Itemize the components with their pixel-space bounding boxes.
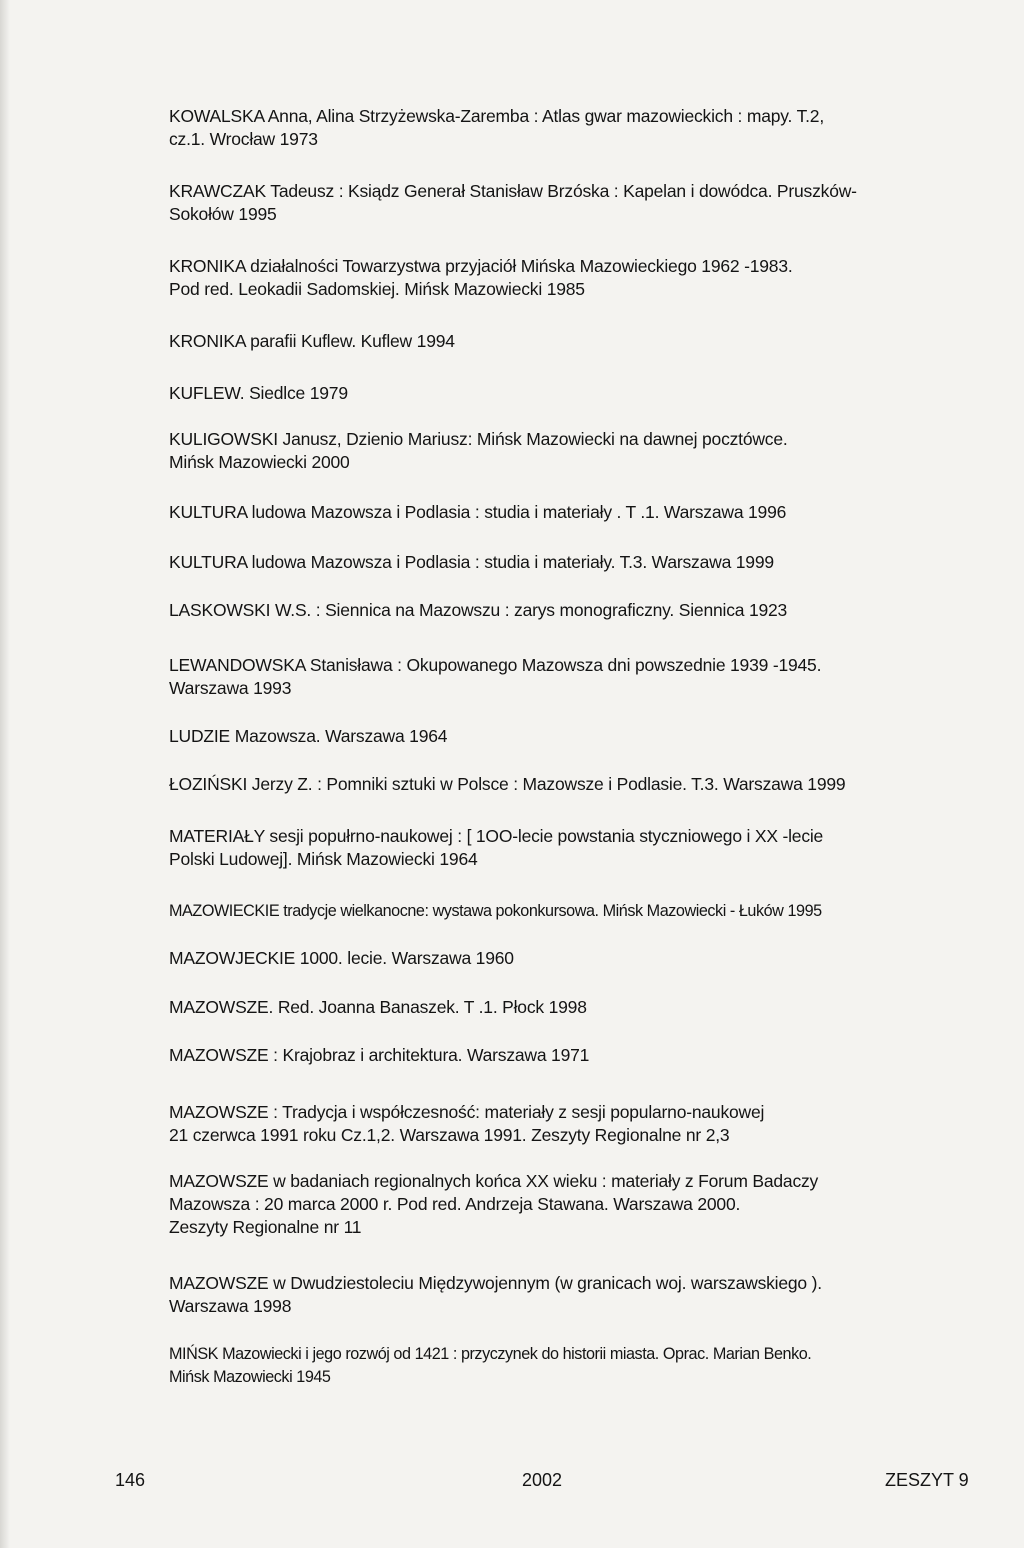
- entry-line: MAZOWSZE : Krajobraz i architektura. Warszawa 1971: [169, 1045, 590, 1065]
- entry-line: Pod red. Leokadii Sadomskiej. Mińsk Mazowiecki 1985: [169, 279, 585, 299]
- bibliography-entry: [169, 382, 989, 405]
- entry-line: LEWANDOWSKA Stanisława : Okupowanego Mazowsza dni powszednie 1939 -1945.: [169, 655, 822, 675]
- entry-line: Mińsk Mazowiecki 1945: [169, 1368, 331, 1386]
- entry-line: LASKOWSKI W.S. : Siennica na Mazowszu : zarys monograficzny. Siennica 1923: [169, 600, 788, 620]
- bibliography-entry: [169, 947, 989, 970]
- entry-line: cz.1. Wrocław 1973: [169, 129, 318, 149]
- bibliography-entry: [169, 825, 989, 871]
- entry-line: Mińsk Mazowiecki 2000: [169, 452, 350, 472]
- entry-line: MATERIAŁY sesji popułrno-naukowej : [ 1OO-lecie powstania styczniowego i XX -lecie: [169, 826, 824, 846]
- entry-line: MAZOWSZE w badaniach regionalnych końca XX wieku : materiały z Forum Badaczy: [169, 1171, 819, 1191]
- bibliography-entry: [169, 773, 989, 796]
- entry-line: MAZOWIECKIE tradycje wielkanocne: wystawa pokonkursowa. Mińsk Mazowiecki - Łuków 1995: [169, 902, 822, 920]
- bibliography-entry: [169, 1272, 989, 1318]
- entry-line: KRAWCZAK Tadeusz : Ksiądz Generał Stanisław Brzóska : Kapelan i dowódca. Pruszków-: [169, 181, 857, 201]
- entry-line: MAZOWSZE w Dwudziestoleciu Międzywojennym (w granicach woj. warszawskiego ).: [169, 1273, 822, 1293]
- bibliography-entry: [169, 996, 989, 1019]
- entry-line: Warszawa 1993: [169, 678, 292, 698]
- entry-line: KOWALSKA Anna, Alina Strzyżewska-Zaremba : Atlas gwar mazowieckich : mapy. T.2,: [169, 106, 824, 126]
- bibliography-entry: [169, 1101, 989, 1147]
- entry-line: MAZOWSZE. Red. Joanna Banaszek. T .1. Płock 1998: [169, 997, 587, 1017]
- entry-line: 21 czerwca 1991 roku Cz.1,2. Warszawa 1991. Zeszyty Regionalne nr 2,3: [169, 1125, 730, 1145]
- bibliography-entry: [169, 599, 989, 622]
- entry-line: Zeszyty Regionalne nr 11: [169, 1217, 362, 1237]
- bibliography-entry: [169, 330, 989, 353]
- entry-line: MAZOWJECKIE 1000. lecie. Warszawa 1960: [169, 948, 514, 968]
- entry-line: Polski Ludowej]. Mińsk Mazowiecki 1964: [169, 849, 478, 869]
- bibliography-entry: [169, 725, 989, 748]
- entry-line: KRONIKA działalności Towarzystwa przyjaciół Mińska Mazowieckiego 1962 -1983.: [169, 256, 793, 276]
- entry-line: KULTURA ludowa Mazowsza i Podlasia : studia i materiały. T.3. Warszawa 1999: [169, 552, 774, 572]
- entry-line: KULIGOWSKI Janusz, Dzienio Mariusz: Mińsk Mazowiecki na dawnej pocztówce.: [169, 429, 788, 449]
- bibliography-entry: [169, 501, 989, 524]
- bibliography-entry: [169, 1044, 989, 1067]
- entry-line: Warszawa 1998: [169, 1296, 292, 1316]
- bibliography-entry: [169, 105, 989, 151]
- entry-line: Mazowsza : 20 marca 2000 r. Pod red. Andrzeja Stawana. Warszawa 2000.: [169, 1194, 741, 1214]
- entry-line: KRONIKA parafii Kuflew. Kuflew 1994: [169, 331, 455, 351]
- bibliography-entry: [169, 1343, 989, 1389]
- footer-year: 2002: [522, 1470, 563, 1490]
- entry-line: KULTURA ludowa Mazowsza i Podlasia : studia i materiały . T .1. Warszawa 1996: [169, 502, 787, 522]
- entry-line: MAZOWSZE : Tradycja i współczesność: materiały z sesji popularno-naukowej: [169, 1102, 765, 1122]
- entry-line: ŁOZIŃSKI Jerzy Z. : Pomniki sztuki w Polsce : Mazowsze i Podlasie. T.3. Warszawa 1999: [169, 774, 846, 794]
- bibliography-entry: [169, 180, 989, 226]
- bibliography-entry: [169, 255, 989, 301]
- bibliography-entry: [169, 900, 989, 923]
- bibliography-entry: [169, 654, 989, 700]
- bibliography-entry: [169, 1170, 989, 1239]
- issue-label: ZESZYT 9: [885, 1470, 969, 1490]
- bibliography-entry: [169, 428, 989, 474]
- entry-line: Sokołów 1995: [169, 204, 277, 224]
- bibliography-entry: [169, 551, 989, 574]
- entry-line: KUFLEW. Siedlce 1979: [169, 383, 348, 403]
- page-number: 146: [115, 1470, 146, 1490]
- entry-line: LUDZIE Mazowsza. Warszawa 1964: [169, 726, 448, 746]
- entry-line: MIŃSK Mazowiecki i jego rozwój od 1421 : przyczynek do historii miasta. Oprac. Marian Benko.: [169, 1345, 812, 1363]
